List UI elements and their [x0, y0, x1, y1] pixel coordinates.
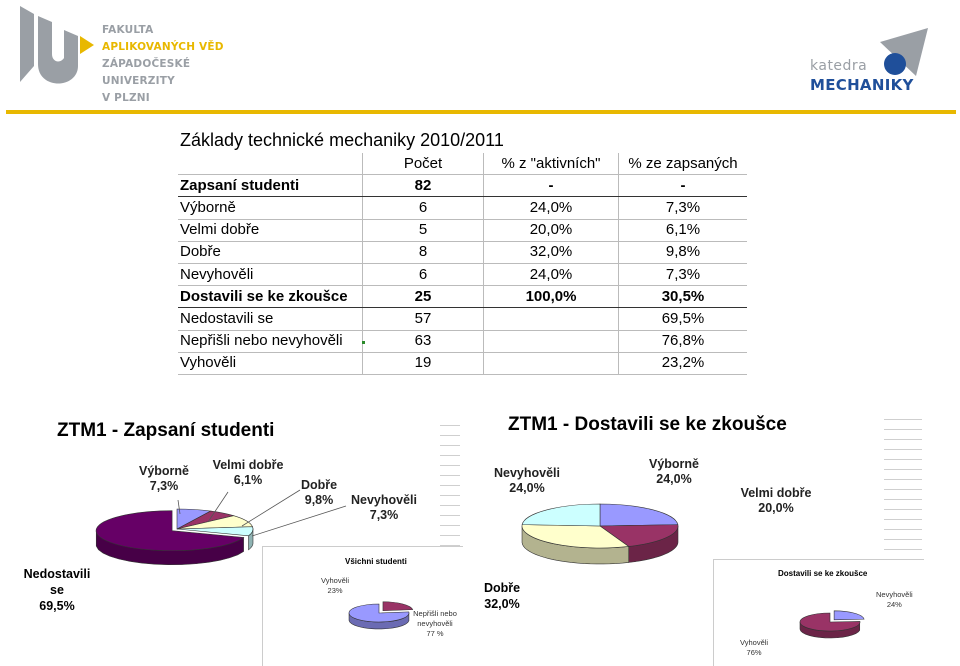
cell-label: Velmi dobře [178, 219, 363, 241]
chart1-label-nedostavili-name: Nedostavili se [23, 567, 91, 597]
cell-label: Nepřišli nebo nevyhověli [178, 330, 363, 352]
grid-fragment-right [884, 410, 922, 560]
chart2-label-dobre-name: Dobře [483, 581, 521, 595]
chart2-label-vyborne-value: 24,0% [656, 472, 692, 486]
inset1-label-vyhoveli [321, 576, 349, 596]
chart2-label-nevyhoveli-name: Nevyhověli [493, 466, 560, 480]
table-row [178, 175, 747, 197]
inset1-label-vyhoveli-value: 23% [327, 586, 343, 595]
chart2-label-dobre-value: 32,0% [484, 597, 520, 611]
inset2-title: Dostavili se ke zkoušce [778, 569, 868, 578]
chart1-label-vyborne-name: Výborně [138, 464, 189, 478]
inset1-label-neprisli-name: Nepřišli nebo nevyhověli [413, 609, 457, 628]
inset2-label-vyhoveli-value: 76% [746, 648, 762, 657]
inset2-label-nevyhoveli [876, 590, 913, 610]
faculty-line-4: UNIVERZITY [102, 75, 175, 87]
faculty-line-1: FAKULTA [102, 24, 154, 36]
cell-count: 57 [363, 308, 484, 330]
cell-pct-enrolled: 9,8% [619, 241, 748, 263]
header-divider [6, 110, 956, 114]
chart1-label-vyborne-value: 7,3% [149, 479, 179, 493]
cell-pct-active: 24,0% [484, 263, 619, 285]
inset-all-students [262, 546, 463, 666]
table-row [178, 197, 747, 219]
chart2-label-vyborne [644, 457, 704, 487]
inset2-label-nevyhoveli-value: 24% [886, 600, 902, 609]
chart1-label-dobre-name: Dobře [300, 478, 338, 492]
cell-label: Vyhověli [178, 352, 363, 374]
inset2-label-vyhoveli [740, 638, 768, 658]
inset1-pie [343, 599, 419, 639]
faculty-line-3: ZÁPADOČESKÉ [102, 58, 191, 70]
chart2-title: ZTM1 - Dostavili se ke zkoušce [508, 414, 787, 435]
chart2-label-velmi-name: Velmi dobře [740, 486, 812, 500]
inset2-label-nevyhoveli-name: Nevyhověli [876, 590, 913, 599]
table-row [178, 241, 747, 263]
cell-label: Zapsaní studenti [178, 175, 363, 197]
cell-pct-enrolled: 7,3% [619, 263, 748, 285]
chart1-title: ZTM1 - Zapsaní studenti [57, 420, 275, 441]
cell-pct-enrolled: 76,8% [619, 330, 748, 352]
grid-fragment [440, 416, 460, 546]
cell-label: Výborně [178, 197, 363, 219]
pie-slice-nevyhověli [522, 504, 600, 526]
header-cell-count: Počet [363, 153, 484, 175]
cell-pct-active [484, 308, 619, 330]
chart2-pie [518, 500, 688, 580]
cell-pct-active: 20,0% [484, 219, 619, 241]
table-row [178, 219, 747, 241]
cell-count: 82 [363, 175, 484, 197]
cell-pct-enrolled: 23,2% [619, 352, 748, 374]
inset1-label-neprisli-value: 77 % [426, 629, 444, 638]
chart2-label-nevyhoveli-value: 24,0% [509, 481, 545, 495]
cell-marker [362, 341, 365, 344]
chart1-label-nedostavili-value: 69,5% [39, 599, 75, 613]
table-row [178, 308, 747, 330]
cell-count: 6 [363, 197, 484, 219]
cell-label: Nevyhověli [178, 263, 363, 285]
chart2-label-velmi-value: 20,0% [758, 501, 794, 515]
cell-count: 19 [363, 352, 484, 374]
inset1-label-vyhoveli-name: Vyhověli [321, 576, 350, 585]
cell-pct-active [484, 330, 619, 352]
chart1-label-nevyhoveli-value: 7,3% [369, 508, 399, 522]
faculty-emblem-icon [18, 4, 98, 90]
cell-count: 25 [363, 286, 484, 308]
cell-pct-enrolled: 30,5% [619, 286, 748, 308]
cell-pct-active: - [484, 175, 619, 197]
cell-pct-enrolled: 6,1% [619, 219, 748, 241]
katedra-logo [800, 24, 940, 100]
cell-count: 8 [363, 241, 484, 263]
cell-pct-enrolled: 7,3% [619, 197, 748, 219]
header-cell-pct-enrolled: % ze zapsaných [619, 153, 748, 175]
chart2-label-dobre [478, 580, 526, 612]
table-row [178, 286, 747, 308]
faculty-logo [18, 4, 224, 104]
cell-label: Dobře [178, 241, 363, 263]
cell-count: 6 [363, 263, 484, 285]
chart1-label-velmi-value: 6,1% [233, 473, 263, 487]
header-cell-label [178, 153, 363, 175]
cell-pct-enrolled: - [619, 175, 748, 197]
cell-pct-active: 32,0% [484, 241, 619, 263]
cell-count: 5 [363, 219, 484, 241]
cell-count: 63 [363, 330, 484, 352]
table-row [178, 263, 747, 285]
cell-pct-active: 100,0% [484, 286, 619, 308]
pie-slice-nevyhověli [834, 611, 864, 620]
cell-pct-active: 24,0% [484, 197, 619, 219]
cell-label: Dostavili se ke zkoušce [178, 286, 363, 308]
table-header-row [178, 153, 747, 175]
chart1-label-dobre-value: 9,8% [304, 493, 334, 507]
faculty-line-5: V PLZNI [102, 92, 150, 104]
faculty-line-2: APLIKOVANÝCH VĚD [102, 41, 224, 53]
chart1-leader-lines [170, 470, 350, 550]
table-row [178, 352, 747, 374]
chart2-label-vyborne-name: Výborně [648, 457, 699, 471]
pie-slice-výborně [600, 504, 678, 526]
chart2-label-nevyhoveli [490, 466, 564, 496]
inset1-title: Všichni studenti [345, 557, 407, 566]
inset-exam-attendees [713, 559, 924, 666]
cell-pct-enrolled: 69,5% [619, 308, 748, 330]
inset2-pie [794, 608, 870, 648]
table-row [178, 330, 747, 352]
pie-slice-vyhověli [383, 602, 413, 611]
cell-label: Nedostavili se [178, 308, 363, 330]
table-body [178, 175, 747, 375]
header-cell-pct-active: % z "aktivních" [484, 153, 619, 175]
mechaniky-label: MECHANIKY [810, 76, 914, 94]
chart1-label-velmi-name: Velmi dobře [212, 458, 284, 472]
cell-pct-active [484, 352, 619, 374]
chart2-label-velmi [734, 486, 818, 516]
chart1-label-nedostavili [16, 566, 98, 614]
inset2-label-vyhoveli-name: Vyhověli [740, 638, 769, 647]
chart1-label-nevyhoveli-name: Nevyhověli [350, 493, 417, 507]
table-title: Základy technické mechaniky 2010/2011 [180, 130, 504, 150]
chart1-label-nevyhoveli [346, 493, 422, 523]
results-table [178, 153, 747, 375]
katedra-label: katedra [810, 58, 868, 74]
